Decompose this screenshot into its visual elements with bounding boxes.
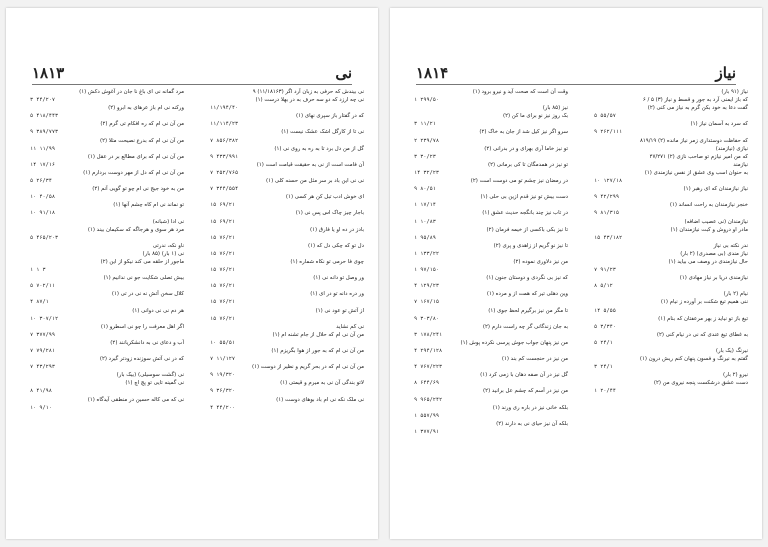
entry-line: ۵ ۵۵/۵۷ — [594, 113, 616, 120]
entry-line: ای خوش ادب تبل کن هر کسی (۱) — [285, 194, 364, 201]
entry-line: از آتش تو عود نی (۱) — [315, 307, 364, 314]
entry-line: ۷ ۹۱/۲۳ — [594, 267, 616, 274]
entry-line: گفتم به نیرنگ و فسون پنهان کنم ریش درون (۱) — [639, 356, 748, 363]
entry-line: که سرد به آسمان نیاز (۱) — [690, 121, 748, 128]
entry-line: در رمضان نیز چشم تو می دوست است (۲) — [470, 178, 568, 185]
entry-line: به غطای تیغ عندی که نی در نیام کنی (۲) — [656, 331, 748, 338]
entry-line: آب و دعای نی به دانشکریانند (۲) — [110, 339, 184, 346]
entry-line: ۴ ۱۲۹/۲۳ — [414, 283, 439, 290]
entry-line: حال نیازمندی در وصف می بیاید (۱) — [668, 258, 748, 265]
entry-line: من آن نی ام که در بحر گریم و نظیر از دوست (۱) — [251, 364, 364, 371]
entry-line: ۴ ۸۷/۱ — [30, 299, 49, 306]
entry-line: نیرنگ (یک بار) — [715, 348, 748, 354]
entry-line: نی چه ارزد که دو سه حرف به در بهلا درست (۱) — [255, 97, 364, 104]
entry-line: بلکه آن نیز حیای نی به دارند (۲) — [496, 420, 568, 427]
entry-line: من آن نی ام که حلال از جام تشنه ام (۱) — [272, 331, 364, 338]
entry-line: ۱۵ ۶۹/۲۱ — [210, 202, 235, 209]
entry-line: ۱۴ ۳۲/۲۳ — [414, 169, 439, 176]
right-page-header-word: نیاز — [715, 64, 736, 82]
entry-line: ۱۰ ۱۲۷/۱۸ — [594, 178, 623, 185]
entry-line: نی تا از کارگل اشک عشک نیست (۱) — [281, 129, 364, 136]
entry-line: ۷ ۱۱/۱۲۷ — [210, 356, 235, 363]
entry-line: ۱ ۳۷۷/۹۱ — [414, 428, 439, 435]
entry-line: که باز ایمنی آرد به جور و قسط و نیاز (۳) ۵ / ۶ — [642, 97, 748, 104]
entry-line: که در گفتار باز سپری نهای (۱) — [296, 113, 364, 120]
entry-line: ۵ ۲۴/۱ — [594, 339, 613, 346]
entry-line: نیرو (۲ بار) — [722, 372, 748, 379]
entry-line: نیاز (۹۱ بار) — [721, 89, 748, 95]
entry-line: که نیز بی نگردی و دوستان جنون (۱) — [486, 275, 568, 282]
entry-line: کلال سخن آتش نه نی در تی (۱) — [111, 291, 184, 298]
entry-line: لاتو بندگی آن نی به میرم و قیمتی (۱) — [280, 380, 364, 387]
entry-line: ۳ ۲۴/۱ — [594, 364, 613, 371]
entry-line: در تاب نیز چند بانگجه حدیث عشق (۱) — [482, 210, 568, 217]
entry-line: آن فامت است از نی به حقیقت قیامت است (۱) — [256, 161, 364, 168]
entry-line: ۱ ۲۹۹/۵۰ — [414, 97, 439, 104]
entry-line: ۱۴ ۵/۵۵ — [594, 307, 616, 314]
entry-line: ۵ ۳/۳۴۰ — [594, 323, 616, 330]
entry-line: ۹ ۴۲/۲۹۹ — [594, 194, 619, 201]
entry-line: ۷ ۲۵۲/۷۶۵ — [210, 169, 239, 176]
entry-line: نیز (۸۵ بار) — [542, 105, 568, 112]
entry-line: ۱ ۱۷/۱۴ — [414, 202, 436, 209]
entry-line: ماجور از حلقه می کند نیکو از این (۲) — [100, 258, 184, 265]
entry-line: تو نیز در همدمگان تا کی برمانی (۲) — [488, 161, 568, 168]
entry-line: ۸ ۵/۱۲ — [594, 283, 613, 290]
entry-line: خنجر نیازمندان به راحت انساند (۱) — [669, 202, 748, 209]
entry-line: ۹ ۳۸۹/۷۷۳ — [30, 129, 59, 136]
entry-line: ۵ ۲۶/۳۴ — [30, 178, 52, 185]
entry-line: ۵ ۴۶۵/۲۰۳ — [30, 234, 59, 241]
left-page-number: ۱۸۱۳ — [32, 64, 65, 82]
entry-line: نی ملک نکه نی ام باد بوهای دوست (۱) — [276, 396, 364, 403]
entry-line: ۴ ۲۹۴/۱۲۸ — [414, 348, 443, 354]
entry-line: تو نیز خاما آری بهرای و در بدرانی (۲) — [484, 145, 568, 152]
entry-line: بادز در ده او یا فارق (۱) — [309, 226, 364, 233]
entry-line: ۱۰ ۹۱/۱۸ — [30, 210, 55, 217]
entry-line: که حفاظت دوستداری زمر نیاز مانده (۲) ۸۱۹/۱۹ — [640, 137, 748, 144]
entry-line: ۱ ۹۷/۱۵۰ — [414, 267, 439, 274]
entry-line: ۱۰ ۹/۱۰ — [30, 404, 52, 411]
entry-line: ۱۰ ۴۰/۵۸ — [30, 194, 55, 201]
left-page — [6, 8, 378, 539]
entry-line: ۹ ۳۰۳/۸۰ — [414, 315, 439, 322]
entry-line: ۳ ۱۷۸/۲۴۱ — [414, 331, 443, 338]
entry-line: دست عشق درشکست پنجه نیروی من (۲) — [653, 380, 748, 387]
entry-line: ۱۰ ۵۵/۵۱ — [210, 339, 235, 346]
entry-line: ندر نکته بی نیاز — [713, 242, 748, 249]
entry-line: نی کم نشاید — [336, 323, 364, 330]
entry-line: مرد هر سوی و هرجاگه که سکیمان بیند (۱) — [87, 226, 184, 233]
entry-line: ۱ ۱ ۳ — [30, 267, 46, 274]
entry-line: من نیز در حنجست کم بند (۱) — [501, 356, 568, 363]
entry-line: ۷ ۴۳/۲۹۳ — [30, 364, 55, 371]
entry-line: ۳ ۱۱/۲۱ — [414, 121, 436, 128]
entry-line: نی ادا (شبانه) — [152, 218, 184, 225]
entry-line: من آن نی ام که دل از مهر دوست بردارم (۱) — [83, 169, 184, 176]
left-page-left-column — [30, 88, 184, 412]
entry-line: نیازی (نیازمند) — [715, 145, 748, 152]
entry-line: که در نی آتش سوزنده زودتر گیرد (۲) — [99, 356, 184, 363]
entry-line: وقت آن است که صحت آید و نیرو برود (۱) — [472, 89, 568, 95]
entry-line: ورکنه نی ام باز عرهای به ابرو (۲) — [108, 105, 184, 112]
entry-line: نی بیندش که حرفی به زبان آرد اگر (۱۱/۱۸۱۶۳) ۹ — [252, 89, 364, 95]
entry-line: نیازمندان (نی عصیب اضافه) — [684, 218, 748, 225]
entry-line: من آن نی ام که به جور از هوا بگریزم (۱) — [271, 348, 364, 354]
entry-line: نی (۱ بار) (۸۵ بار) — [142, 250, 184, 257]
entry-line: نیازمندی دریا بر نیاز مهادی (۱) — [679, 275, 748, 282]
entry-line: ننی همیم تیغ شکنت بر آورده ز نیام (۱) — [660, 299, 748, 306]
entry-line: ۹ ۲۶۲/۱۱۱ — [594, 129, 623, 136]
entry-line: تو نماند نی ام کاه چشم آنها (۱) — [113, 202, 184, 209]
entry-line: ۱۱ ۱۱/۹۹ — [30, 145, 55, 152]
entry-line: نیازمند — [733, 161, 748, 168]
entry-line: ۱ ۵۵۷/۹۹ — [414, 412, 439, 419]
entry-line: ۱ ۲۰/۴۴ — [594, 388, 616, 395]
entry-line: ور وصل تو دانه نی (۱) — [313, 275, 364, 282]
entry-line: ۷ ۱۶۷/۱۵ — [414, 299, 439, 306]
entry-line: ۱۴ ۱۷/۱۶ — [30, 161, 55, 168]
entry-line: دست بیش تو نیز قدم ازین بی حلی (۱) — [480, 194, 568, 201]
right-page — [390, 8, 762, 539]
entry-line: گفت دعا به خود بکن گرم به نیاز می کنی (۲) — [647, 105, 748, 112]
entry-line: گل از من دل برد تا به ره به روی نی (۱) — [274, 145, 364, 152]
entry-line: من نیز در آسم که چشم عل برانید (۲) — [483, 388, 568, 395]
entry-line: ناو نکه، ندرتی — [152, 242, 184, 249]
entry-line: سرو اگر نیز کیل شد از جان به خاک (۲) — [479, 129, 568, 136]
entry-line: ۷ ۳۷۷/۹۹ — [30, 331, 55, 338]
entry-line: بک روز نیز نو برای ما کن (۲) — [502, 113, 568, 120]
entry-line: تیغ باز تو نیاید ز بهر مرعفتان که بنام (۱) — [658, 315, 748, 322]
entry-line: اگر اهل معرفت را چو نی اسطرو (۱) — [100, 323, 184, 330]
entry-line: ۱۵ ۷۶/۲۱ — [210, 234, 235, 241]
entry-line: نی نی این باد بر سر مثل من حسنه کلی (۱) — [266, 178, 364, 185]
entry-line: ۱ ۹۵/۸۹ — [414, 234, 436, 241]
entry-line: دل تو که چکی دل که (۱) — [307, 242, 364, 249]
entry-line: ۷ ۸۵۶/۳۸۲ — [210, 137, 239, 144]
entry-line: من آن نی ام که ره افکام تی گرم (۲) — [100, 121, 184, 128]
entry-line: ۱۰ ۳۰۷/۱۲ — [30, 315, 59, 322]
entry-line: ۹ ۹۶۵/۲۴۲ — [414, 396, 443, 403]
entry-line: ۳ ۴۴/۲۰۷ — [30, 97, 55, 104]
entry-line: ۳ ۳۰/۲۳ — [414, 153, 436, 160]
entry-line: تا نیز نو گریم از زاهدی و پری (۲) — [493, 242, 568, 249]
entry-line: ۱۵ ۷۶/۲۱ — [210, 315, 235, 322]
entry-line: ۲ ۲۳۹/۷۸ — [414, 137, 439, 144]
entry-line: ۱۵ ۶۹/۲۱ — [210, 218, 235, 225]
entry-line: نیاز نیازمندان که ای رهبر (۱) — [683, 186, 748, 193]
entry-line: ۴ ۷۶۷/۲۲۳ — [414, 364, 443, 371]
entry-line: ۱۱/۱۱۴/۲۳ — [210, 121, 239, 128]
right-page-left-column — [414, 88, 568, 436]
entry-line: بلکه خانی نیز در باره ری ورند (۱) — [492, 404, 568, 411]
entry-line: من نیز پنهان جواب جوش پرسی نکرده پوش (۱) — [460, 339, 568, 346]
entry-line: من آن نی ام که بدرع نصیحت مثلا (۲) — [99, 137, 184, 144]
entry-line: ۱۵ ۷۶/۲۱ — [210, 267, 235, 274]
entry-line: وین دهلی تیر که همت از و مرده (۱) — [486, 291, 568, 298]
entry-line: من نیز دلاوری نموده (۲) — [513, 258, 568, 265]
entry-line: مادر او دروش و کبت نیازمندان (۱) — [670, 226, 748, 233]
entry-line: نیاز مندی (بی مصدری) (۲ بار) — [680, 250, 748, 257]
entry-line: به جان زندگانی گر چه راست دارم (۲) — [482, 323, 568, 330]
entry-line: گل نیز در آن صفه دهان با زمی کرد (۱) — [480, 372, 568, 379]
entry-line: ۹ ۳۶/۳۲۰ — [210, 388, 235, 395]
entry-line: ۱۵ ۷۶/۲۱ — [210, 250, 235, 257]
entry-line: ۱ ۱۳۳/۲۲ — [414, 250, 439, 257]
entry-line: هر دم نی نی دوانی (۱) — [132, 307, 184, 314]
entry-line: ۵ ۴۱۸/۴۴۳ — [30, 113, 59, 120]
entry-line: ۹ ۸۱/۳۱۵ — [594, 210, 619, 217]
entry-line: من به خود جیج نی ام چو تو گویی آنم (۲) — [92, 186, 184, 193]
entry-line: تا نیز بکی باکسی از خیمه فرمان (۲) — [486, 226, 568, 233]
entry-line: به حنوان اسب وی عشق از نفس نیازمندی (۱) — [644, 169, 748, 176]
entry-line: نیام (۲ بار) — [723, 291, 748, 298]
right-page-right-column — [594, 88, 748, 396]
entry-line: ۹ ۸۰/۵۱ — [414, 186, 436, 193]
entry-line: چوی فا حرمی تو نکاه شماره (۱) — [290, 258, 364, 265]
left-page-header-word: نی — [335, 64, 352, 82]
entry-line: ۱۱/۱۹۴/۴۰ — [210, 105, 239, 112]
entry-line: من آن نی ام که برای مطالع بر در عقل (۱) — [87, 153, 184, 160]
entry-line: ۸ ۶۴۴/۶۹ — [414, 380, 439, 387]
entry-line: ۱ ۱۰/۸۳ — [414, 218, 436, 225]
entry-line: ۱۵ ۴۳/۱۸۲ — [594, 234, 623, 241]
entry-line: که من امیر نیازم تو صاحب نازی (۲) ۴۷/۲۷۱ — [649, 153, 748, 160]
entry-line: ۵ ۷۰۲/۱۱ — [30, 283, 55, 290]
entry-line: ۷ ۳۴۴/۵۵۴ — [210, 186, 239, 193]
entry-line: ۱۵ ۷۶/۲۱ — [210, 283, 235, 290]
left-page-header — [32, 64, 352, 85]
entry-line: نی گمینه تایی تو پچ اچ (۱) — [125, 380, 184, 387]
right-page-header — [416, 64, 736, 85]
entry-line: نی (گشت سوسیلی) (بیک بار) — [116, 372, 184, 379]
entry-line: ۸ ۴۱/۹۸ — [30, 388, 52, 395]
entry-line: ۷ ۷۹/۲۸۱ — [30, 348, 55, 354]
entry-line: نی که می کاله حسین در منطقی آیدگاه (۱) — [87, 396, 184, 403]
entry-line: تا مگر من نیز برگیرم لحظ جوی (۱) — [488, 307, 568, 314]
entry-line: ۱۵ ۷۶/۲۱ — [210, 299, 235, 306]
entry-line: ۹ ۱۹/۳۲۰ — [210, 372, 235, 379]
entry-line: مرد گمانه نی ای باغ نا جان در آغوش دکش (۱) — [79, 89, 184, 95]
right-page-number: ۱۸۱۴ — [416, 64, 449, 82]
entry-line: ۹ ۴۳۳/۹۹۱ — [210, 153, 239, 160]
entry-line: بیش تصلی شکایت جو نی ندانیم (۱) — [103, 275, 184, 282]
entry-line: باجار چیز چاک اس پس نی (۱) — [295, 210, 364, 217]
entry-line: ۴ ۴۴/۲۰۰ — [210, 404, 235, 411]
entry-line: ور دره دانه تو در ای (۱) — [310, 291, 364, 298]
left-page-right-column — [210, 88, 364, 412]
